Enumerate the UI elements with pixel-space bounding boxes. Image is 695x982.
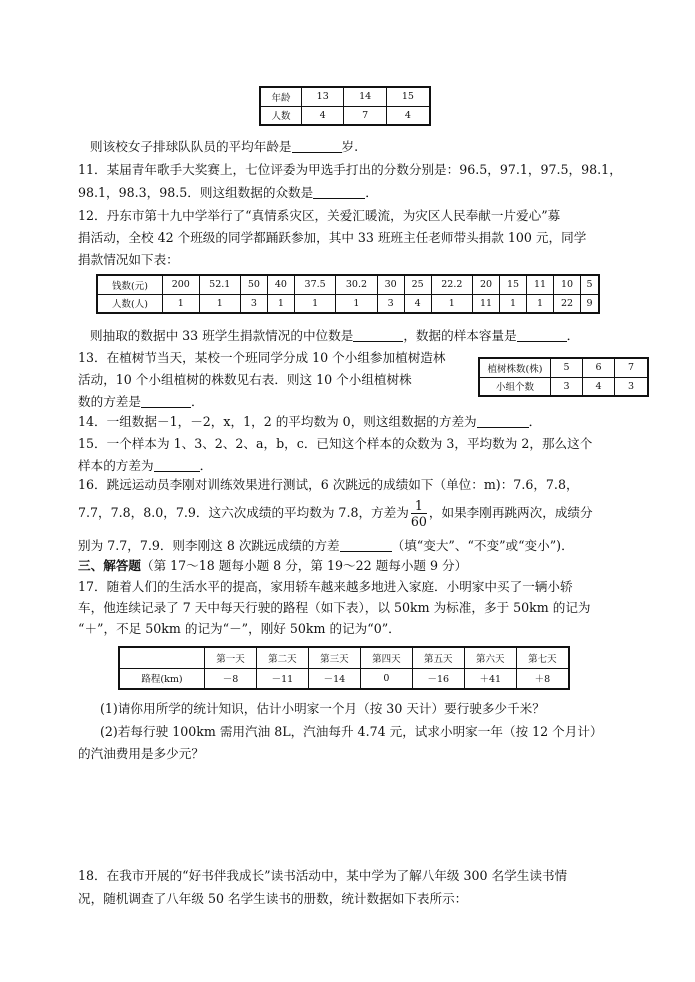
q18-line1: 18．在我市开展的“好书伴我成长”读书活动中，某中学为了解八年级 300 名学生读书情 <box>78 868 568 883</box>
table-cell: 30.2 <box>336 275 377 294</box>
q13-line1: 13．在植树节当天，某校一个班同学分成 10 个小组参加植树造林 <box>78 350 446 365</box>
table-cell: 10 <box>554 275 581 294</box>
table-cell: 30 <box>377 275 404 294</box>
q18-line2: 况，随机调查了八年级 50 名学生读书的册数，统计数据如下表所示： <box>78 891 468 906</box>
age-table <box>259 86 431 126</box>
section-3-heading: 三、解答题（第 17～18 题每小题 8 分，第 19～22 题每小题 9 分） <box>78 558 468 573</box>
answer-blank <box>313 186 365 199</box>
table-cell <box>119 647 205 668</box>
answer-blank <box>141 395 191 408</box>
table-cell: 第三天 <box>308 647 360 668</box>
table-cell: 11 <box>527 275 554 294</box>
q11-line2: 98.1，98.3，98.5．则这组数据的众数是 ． <box>78 185 378 200</box>
table-row <box>479 358 648 377</box>
table-cell: 1 <box>162 294 199 313</box>
table-cell: 3 <box>551 377 583 396</box>
table-cell: 15 <box>386 87 430 106</box>
answer-blank <box>340 539 392 552</box>
table-cell: 50 <box>240 275 267 294</box>
answer-blank <box>477 415 529 428</box>
table-cell: 第一天 <box>205 647 257 668</box>
table-cell: 15 <box>500 275 527 294</box>
table-row <box>479 377 648 396</box>
table-cell: 4 <box>583 377 615 396</box>
table-row <box>119 647 569 668</box>
table-cell: 1 <box>527 294 554 313</box>
table-cell: 5 <box>581 275 599 294</box>
table-cell: 11 <box>473 294 500 313</box>
table-cell: 4 <box>302 106 344 125</box>
q12-line1: 12．丹东市第十九中学举行了“真情系灾区，关爱汇暖流，为灾区人民奉献一片爱心”募 <box>78 208 561 223</box>
table-cell: 40 <box>267 275 294 294</box>
table-cell: 25 <box>404 275 431 294</box>
table-row <box>119 668 569 689</box>
table-cell: ＋41 <box>464 668 516 689</box>
table-row <box>97 294 599 313</box>
table-cell: －14 <box>308 668 360 689</box>
table-cell: －11 <box>256 668 308 689</box>
table-cell: 6 <box>583 358 615 377</box>
table-cell: 年龄 <box>260 87 302 106</box>
table-cell: 4 <box>404 294 431 313</box>
q17-line2: 车，他连续记录了 7 天中每天行驶的路程（如下表），以 50km 为标准，多于 50km 的记为 <box>78 600 591 615</box>
table-cell: 第五天 <box>412 647 464 668</box>
table-cell: 第六天 <box>464 647 516 668</box>
table-cell: 1 <box>500 294 527 313</box>
q16-line2: 7.7，7.8，8.0，7.9．这六次成绩的平均数为 7.8，方差为 $\frac{1}{60}$ ，如果李刚再跳两次，成绩分 <box>78 498 593 529</box>
table-cell: 22 <box>554 294 581 313</box>
table-row <box>97 275 599 294</box>
q16-line1: 16．跳远运动员李刚对训练效果进行测试，6 次跳远的成绩如下（单位：m)：7.6，7.8， <box>78 477 579 492</box>
q17-line3: “＋”，不足 50km 的记为“－”，刚好 50km 的记为“0”． <box>78 621 401 636</box>
table-cell: 小组个数 <box>479 377 551 396</box>
answer-blank <box>353 329 403 342</box>
table-cell: 52.1 <box>199 275 240 294</box>
table-cell: 第二天 <box>256 647 308 668</box>
q17-sub1: (1)请你用所学的统计知识，估计小明家一个月（按 30 天计）要行驶多少千米？ <box>100 701 545 716</box>
table-cell: 22.2 <box>431 275 472 294</box>
tree-table <box>478 357 649 397</box>
table-cell: 第七天 <box>516 647 569 668</box>
table-cell: 4 <box>386 106 430 125</box>
q15-line2: 样本的方差为 ． <box>78 458 213 473</box>
table-cell: 1 <box>199 294 240 313</box>
table-row <box>260 87 430 106</box>
q10-tail: 则该校女子排球队队员的平均年龄是 岁. <box>90 139 359 154</box>
table-cell: 植树株数(株) <box>479 358 551 377</box>
table-cell: 人数(人) <box>97 294 162 313</box>
table-cell: 5 <box>551 358 583 377</box>
table-cell: 0 <box>360 668 412 689</box>
answer-blank <box>292 140 342 153</box>
table-cell: 13 <box>302 87 344 106</box>
table-cell: 37.5 <box>294 275 335 294</box>
q11-line1: 11．某届青年歌手大奖赛上，七位评委为甲选手打出的分数分别是：96.5，97.1，97.5，98.1， <box>78 162 622 177</box>
q15-line1: 15．一个样本为 1、3、2、2、a，b，c．已知这个样本的众数为 3，平均数为 2，那么这个 <box>78 436 593 451</box>
answer-blank <box>154 459 200 472</box>
table-cell: 钱数(元) <box>97 275 162 294</box>
table-cell: ＋8 <box>516 668 569 689</box>
q17-line1: 17．随着人们的生活水平的提高，家用轿车越来越多地进入家庭．小明家中买了一辆小轿 <box>78 579 573 594</box>
table-cell: －16 <box>412 668 464 689</box>
q16-line3: 别为 7.7，7.9．则李刚这 8 次跳远成绩的方差 （填“变大”、“不变”或“变小”)． <box>78 538 574 553</box>
table-cell: 3 <box>615 377 648 396</box>
fraction: $\frac{1}{60}$ <box>410 498 427 529</box>
q12-line3: 捐款情况如下表： <box>78 252 179 267</box>
q14: 14．一组数据－1，－2，x，1，2 的平均数为 0，则这组数据的方差为 ． <box>78 414 542 429</box>
table-cell: 路程(km) <box>119 668 205 689</box>
table-cell: 14 <box>344 87 386 106</box>
q12-line2: 捐活动，全校 42 个班级的同学都踊跃参加，其中 33 班班主任老师带头捐款 100 元，同学 <box>78 230 587 245</box>
q13-line3: 数的方差是 ． <box>78 394 204 409</box>
q12-tail: 则抽取的数据中 33 班学生捐款情况的中位数是 ，数据的样本容量是 ． <box>90 328 580 343</box>
table-cell: 1 <box>267 294 294 313</box>
table-cell: 第四天 <box>360 647 412 668</box>
table-row <box>260 106 430 125</box>
q17-sub2b: 的汽油费用是多少元？ <box>78 746 204 761</box>
q17-sub2a: (2)若每行驶 100km 需用汽油 8L，汽油每升 4.74 元，试求小明家一年（按 12 个月计） <box>100 724 603 739</box>
table-cell: 200 <box>162 275 199 294</box>
table-cell: 1 <box>336 294 377 313</box>
table-cell: 1 <box>294 294 335 313</box>
table-cell: 9 <box>581 294 599 313</box>
q13-line2: 活动，10 个小组植树的株数见右表．则这 10 个小组植树株 <box>78 372 412 387</box>
table-cell: 20 <box>473 275 500 294</box>
answer-blank <box>517 329 567 342</box>
table-cell: 3 <box>377 294 404 313</box>
table-cell: 7 <box>615 358 648 377</box>
table-cell: 7 <box>344 106 386 125</box>
table-cell: －8 <box>205 668 257 689</box>
table-cell: 3 <box>240 294 267 313</box>
mileage-table <box>118 646 570 690</box>
donation-table <box>96 274 600 314</box>
table-cell: 人数 <box>260 106 302 125</box>
table-cell: 1 <box>431 294 472 313</box>
